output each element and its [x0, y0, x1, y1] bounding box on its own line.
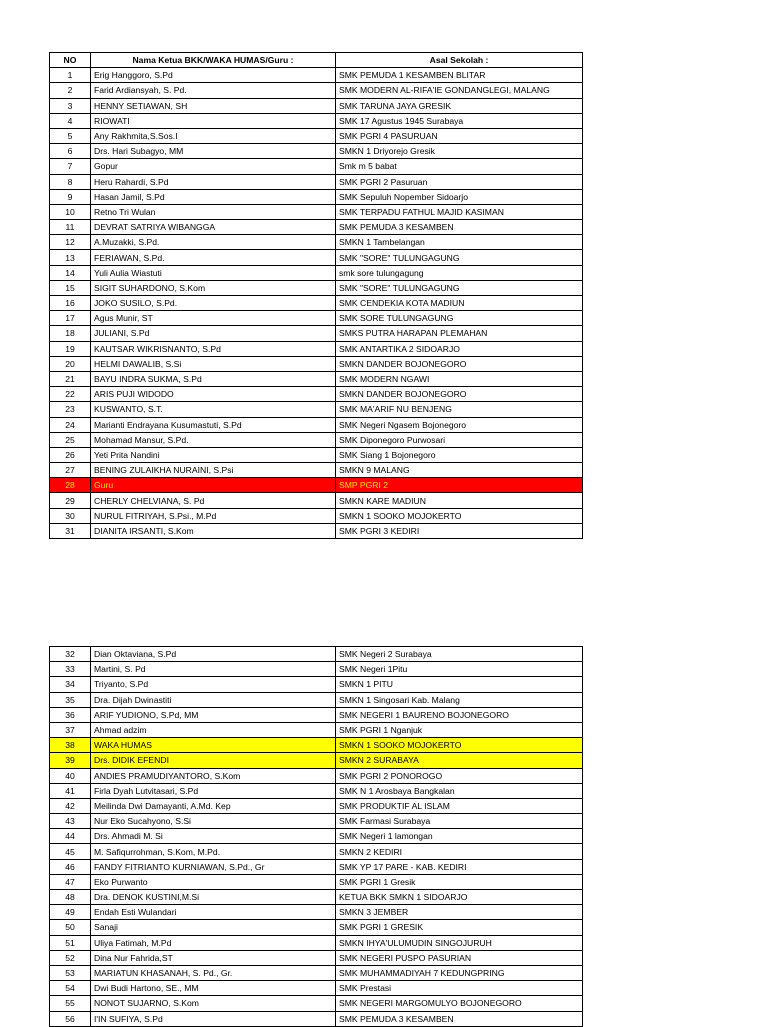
row-name: Farid Ardiansyah, S. Pd.	[91, 83, 336, 98]
table-row	[50, 174, 583, 189]
row-school: SMK Sepuluh Nopember Sidoarjo	[336, 189, 583, 204]
row-number: 4	[50, 113, 91, 128]
row-name: Meilinda Dwi Damayanti, A.Md. Kep	[91, 798, 336, 813]
participants-table-top	[49, 52, 583, 539]
row-name: Retno Tri Wulan	[91, 204, 336, 219]
table-row	[50, 768, 583, 783]
row-school: SMKN 2 KEDIRI	[336, 844, 583, 859]
row-school: SMKN 1 PITU	[336, 677, 583, 692]
row-name: Agus Munir, ST	[91, 311, 336, 326]
row-number: 5	[50, 128, 91, 143]
table-row	[50, 432, 583, 447]
row-school: SMK MUHAMMADIYAH 7 KEDUNGPRING	[336, 965, 583, 980]
row-name: FANDY FITRIANTO KURNIAWAN, S.Pd., Gr	[91, 859, 336, 874]
row-school: SMK CENDEKIA KOTA MADIUN	[336, 296, 583, 311]
table-row	[50, 250, 583, 265]
table-row	[50, 996, 583, 1011]
row-school: SMP PGRI 2	[336, 478, 583, 493]
row-name: Any Rakhmita,S.Sos.I	[91, 128, 336, 143]
table-body-bottom	[50, 647, 583, 1027]
row-name: ARIS PUJI WIDODO	[91, 387, 336, 402]
table-row	[50, 935, 583, 950]
row-name: Eko Purwanto	[91, 874, 336, 889]
row-name: NONOT SUJARNO, S.Kom	[91, 996, 336, 1011]
table-row	[50, 965, 583, 980]
row-school: SMK Negeri 1 lamongan	[336, 829, 583, 844]
row-number: 10	[50, 204, 91, 219]
row-school: SMK MODERN NGAWI	[336, 371, 583, 386]
row-school: smk sore tulungagung	[336, 265, 583, 280]
row-number: 56	[50, 1011, 91, 1026]
row-number: 11	[50, 220, 91, 235]
row-name: Mohamad Mansur, S.Pd.	[91, 432, 336, 447]
row-school: SMK Siang 1 Bojonegoro	[336, 447, 583, 462]
row-number: 7	[50, 159, 91, 174]
row-number: 17	[50, 311, 91, 326]
table-row	[50, 647, 583, 662]
table-row	[50, 920, 583, 935]
row-name: Dian Oktaviana, S.Pd	[91, 647, 336, 662]
row-number: 53	[50, 965, 91, 980]
header-no: NO	[50, 53, 91, 68]
row-number: 43	[50, 814, 91, 829]
row-school: SMK "SORE" TULUNGAGUNG	[336, 280, 583, 295]
row-name: JOKO SUSILO, S.Pd.	[91, 296, 336, 311]
table-row	[50, 844, 583, 859]
row-school: SMK PGRI 2 Pasuruan	[336, 174, 583, 189]
table-row	[50, 478, 583, 493]
row-school: SMK PGRI 2 PONOROGO	[336, 768, 583, 783]
row-number: 41	[50, 783, 91, 798]
row-school: SMKN DANDER BOJONEGORO	[336, 387, 583, 402]
row-school: SMK Prestasi	[336, 981, 583, 996]
row-school: SMK Farmasi Surabaya	[336, 814, 583, 829]
row-name: Endah Esti Wulandari	[91, 905, 336, 920]
row-name: MARIATUN KHASANAH, S. Pd., Gr.	[91, 965, 336, 980]
row-school: SMK MODERN AL-RIFA'IE GONDANGLEGI, MALANG	[336, 83, 583, 98]
row-number: 19	[50, 341, 91, 356]
table-row	[50, 113, 583, 128]
row-number: 38	[50, 738, 91, 753]
row-name: KUSWANTO, S.T.	[91, 402, 336, 417]
row-number: 27	[50, 463, 91, 478]
row-number: 47	[50, 874, 91, 889]
row-school: SMK TARUNA JAYA GRESIK	[336, 98, 583, 113]
table-body-top	[50, 68, 583, 539]
row-name: Hasan Jamil, S.Pd	[91, 189, 336, 204]
row-number: 55	[50, 996, 91, 1011]
row-name: Drs. DIDIK EFENDI	[91, 753, 336, 768]
row-name: BENING ZULAIKHA NURAINI, S.Psi	[91, 463, 336, 478]
row-name: Gopur	[91, 159, 336, 174]
row-name: ANDIES PRAMUDIYANTORO, S.Kom	[91, 768, 336, 783]
row-name: Guru	[91, 478, 336, 493]
row-school: SMK Negeri Ngasem Bojonegoro	[336, 417, 583, 432]
row-school: SMK TERPADU FATHUL MAJID KASIMAN	[336, 204, 583, 219]
row-number: 28	[50, 478, 91, 493]
row-school: KETUA BKK SMKN 1 SIDOARJO	[336, 890, 583, 905]
row-number: 52	[50, 950, 91, 965]
row-name: KAUTSAR WIKRISNANTO, S.Pd	[91, 341, 336, 356]
row-number: 15	[50, 280, 91, 295]
table-row	[50, 662, 583, 677]
table-row	[50, 783, 583, 798]
row-name: Drs. Ahmadi M. Si	[91, 829, 336, 844]
row-name: Martini, S. Pd	[91, 662, 336, 677]
table-header-row	[50, 53, 583, 68]
row-school: SMK YP 17 PARE - KAB. KEDIRI	[336, 859, 583, 874]
table-row	[50, 68, 583, 83]
row-school: SMK "SORE" TULUNGAGUNG	[336, 250, 583, 265]
row-number: 35	[50, 692, 91, 707]
row-name: Erig Hanggoro, S.Pd	[91, 68, 336, 83]
table-row	[50, 738, 583, 753]
table-row	[50, 128, 583, 143]
row-number: 30	[50, 508, 91, 523]
row-school: SMK PGRI 1 GRESIK	[336, 920, 583, 935]
table-row	[50, 981, 583, 996]
header-name: Nama Ketua BKK/WAKA HUMAS/Guru :	[91, 53, 336, 68]
table-row	[50, 296, 583, 311]
row-name: HELMI DAWALIB, S.Si	[91, 356, 336, 371]
table-row	[50, 326, 583, 341]
row-name: DEVRAT SATRIYA WIBANGGA	[91, 220, 336, 235]
row-number: 44	[50, 829, 91, 844]
row-number: 2	[50, 83, 91, 98]
row-school: Smk m 5 babat	[336, 159, 583, 174]
row-number: 12	[50, 235, 91, 250]
table-row	[50, 677, 583, 692]
participants-table-bottom	[49, 646, 583, 1027]
table-row	[50, 387, 583, 402]
row-school: SMK PEMUDA 1 KESAMBEN BLITAR	[336, 68, 583, 83]
row-school: SMK PEMUDA 3 KESAMBEN	[336, 220, 583, 235]
row-name: Ahmad adzim	[91, 722, 336, 737]
row-number: 34	[50, 677, 91, 692]
row-name: WAKA HUMAS	[91, 738, 336, 753]
row-school: SMK NEGERI PUSPO PASURIAN	[336, 950, 583, 965]
row-name: Marianti Endrayana Kusumastuti, S.Pd	[91, 417, 336, 432]
row-number: 46	[50, 859, 91, 874]
row-number: 13	[50, 250, 91, 265]
row-name: I'IN SUFIYA, S.Pd	[91, 1011, 336, 1026]
table-row	[50, 692, 583, 707]
row-school: SMKN 1 Singosari Kab. Malang	[336, 692, 583, 707]
row-name: M. Safiqurrohman, S.Kom, M.Pd.	[91, 844, 336, 859]
row-school: SMKS PUTRA HARAPAN PLEMAHAN	[336, 326, 583, 341]
table-row	[50, 829, 583, 844]
table-row	[50, 341, 583, 356]
row-school: SMK ANTARTIKA 2 SIDOARJO	[336, 341, 583, 356]
row-name: DIANITA IRSANTI, S.Kom	[91, 523, 336, 538]
table-row	[50, 311, 583, 326]
row-school: SMK SORE TULUNGAGUNG	[336, 311, 583, 326]
row-school: SMK PRODUKTIF AL ISLAM	[336, 798, 583, 813]
table-row	[50, 905, 583, 920]
row-name: Yeti Prita Nandini	[91, 447, 336, 462]
row-school: SMKN IHYA'ULUMUDIN SINGOJURUH	[336, 935, 583, 950]
row-name: Dina Nur Fahrida,ST	[91, 950, 336, 965]
row-school: SMK N 1 Arosbaya Bangkalan	[336, 783, 583, 798]
table-row	[50, 508, 583, 523]
row-school: SMK Diponegoro Purwosari	[336, 432, 583, 447]
row-name: CHERLY CHELVIANA, S. Pd	[91, 493, 336, 508]
row-name: ARIF YUDIONO, S.Pd, MM	[91, 707, 336, 722]
row-name: Drs. Hari Subagyo, MM	[91, 144, 336, 159]
table-row	[50, 890, 583, 905]
row-name: Yuli Aulia Wiastuti	[91, 265, 336, 280]
table-row	[50, 859, 583, 874]
row-name: Triyanto, S.Pd	[91, 677, 336, 692]
row-name: Heru Rahardi, S.Pd	[91, 174, 336, 189]
row-number: 29	[50, 493, 91, 508]
row-school: SMKN 1 Tambelangan	[336, 235, 583, 250]
row-number: 1	[50, 68, 91, 83]
row-number: 33	[50, 662, 91, 677]
table-row	[50, 707, 583, 722]
table-row	[50, 874, 583, 889]
table-row	[50, 402, 583, 417]
table-row	[50, 523, 583, 538]
row-school: SMK PEMUDA 3 KESAMBEN	[336, 1011, 583, 1026]
row-name: Dra. DENOK KUSTINI,M.Si	[91, 890, 336, 905]
row-number: 20	[50, 356, 91, 371]
row-name: BAYU INDRA SUKMA, S.Pd	[91, 371, 336, 386]
row-number: 22	[50, 387, 91, 402]
row-school: SMKN 2 SURABAYA	[336, 753, 583, 768]
row-name: SIGIT SUHARDONO, S.Kom	[91, 280, 336, 295]
table-row	[50, 753, 583, 768]
table-row	[50, 159, 583, 174]
row-school: SMK PGRI 3 KEDIRI	[336, 523, 583, 538]
row-school: SMKN KARE MADIUN	[336, 493, 583, 508]
row-number: 9	[50, 189, 91, 204]
table-row	[50, 950, 583, 965]
table-row	[50, 493, 583, 508]
row-school: SMK PGRI 4 PASURUAN	[336, 128, 583, 143]
table-row	[50, 417, 583, 432]
row-number: 48	[50, 890, 91, 905]
row-name: Dra. Dijah Dwinastiti	[91, 692, 336, 707]
row-number: 21	[50, 371, 91, 386]
row-school: SMK Negeri 1Pitu	[336, 662, 583, 677]
row-name: FERIAWAN, S.Pd.	[91, 250, 336, 265]
table-row	[50, 722, 583, 737]
row-name: HENNY SETIAWAN, SH	[91, 98, 336, 113]
row-name: Sanaji	[91, 920, 336, 935]
row-number: 51	[50, 935, 91, 950]
row-school: SMKN 1 SOOKO MOJOKERTO	[336, 508, 583, 523]
row-number: 32	[50, 647, 91, 662]
row-number: 23	[50, 402, 91, 417]
row-number: 16	[50, 296, 91, 311]
row-name: RIOWATI	[91, 113, 336, 128]
row-number: 45	[50, 844, 91, 859]
row-school: SMKN 9 MALANG	[336, 463, 583, 478]
row-name: NURUL FITRIYAH, S.Psi., M.Pd	[91, 508, 336, 523]
row-number: 54	[50, 981, 91, 996]
table-row	[50, 280, 583, 295]
row-school: SMK MA'ARIF NU BENJENG	[336, 402, 583, 417]
row-school: SMK NEGERI 1 BAURENO BOJONEGORO	[336, 707, 583, 722]
table-row	[50, 356, 583, 371]
row-number: 25	[50, 432, 91, 447]
table-row	[50, 235, 583, 250]
row-school: SMK 17 Agustus 1945 Surabaya	[336, 113, 583, 128]
table-row	[50, 144, 583, 159]
table-row	[50, 189, 583, 204]
row-number: 24	[50, 417, 91, 432]
row-school: SMK PGRI 1 Gresik	[336, 874, 583, 889]
table-row	[50, 447, 583, 462]
row-school: SMK PGRI 1 Nganjuk	[336, 722, 583, 737]
table-row	[50, 265, 583, 280]
row-number: 18	[50, 326, 91, 341]
row-number: 50	[50, 920, 91, 935]
table-row	[50, 798, 583, 813]
header-school: Asal Sekolah :	[336, 53, 583, 68]
row-school: SMKN 1 SOOKO MOJOKERTO	[336, 738, 583, 753]
row-name: Firla Dyah Lutvitasari, S.Pd	[91, 783, 336, 798]
row-number: 40	[50, 768, 91, 783]
row-number: 8	[50, 174, 91, 189]
row-number: 3	[50, 98, 91, 113]
row-name: Dwi Budi Hartono, SE., MM	[91, 981, 336, 996]
row-number: 49	[50, 905, 91, 920]
table-row	[50, 463, 583, 478]
row-name: Uliya Fatimah, M.Pd	[91, 935, 336, 950]
row-school: SMKN 3 JEMBER	[336, 905, 583, 920]
row-number: 14	[50, 265, 91, 280]
row-school: SMKN 1 Driyorejo Gresik	[336, 144, 583, 159]
row-name: A.Muzakki, S.Pd.	[91, 235, 336, 250]
table-row	[50, 814, 583, 829]
table-row	[50, 98, 583, 113]
row-name: Nur Eko Sucahyono, S.Si	[91, 814, 336, 829]
row-school: SMK Negeri 2 Surabaya	[336, 647, 583, 662]
table-row	[50, 204, 583, 219]
table-row	[50, 371, 583, 386]
row-number: 37	[50, 722, 91, 737]
row-number: 26	[50, 447, 91, 462]
row-name: JULIANI, S.Pd	[91, 326, 336, 341]
row-number: 36	[50, 707, 91, 722]
row-number: 31	[50, 523, 91, 538]
table-row	[50, 220, 583, 235]
table-row	[50, 83, 583, 98]
row-number: 39	[50, 753, 91, 768]
row-number: 6	[50, 144, 91, 159]
row-number: 42	[50, 798, 91, 813]
row-school: SMK NEGERI MARGOMULYO BOJONEGORO	[336, 996, 583, 1011]
row-school: SMKN DANDER BOJONEGORO	[336, 356, 583, 371]
